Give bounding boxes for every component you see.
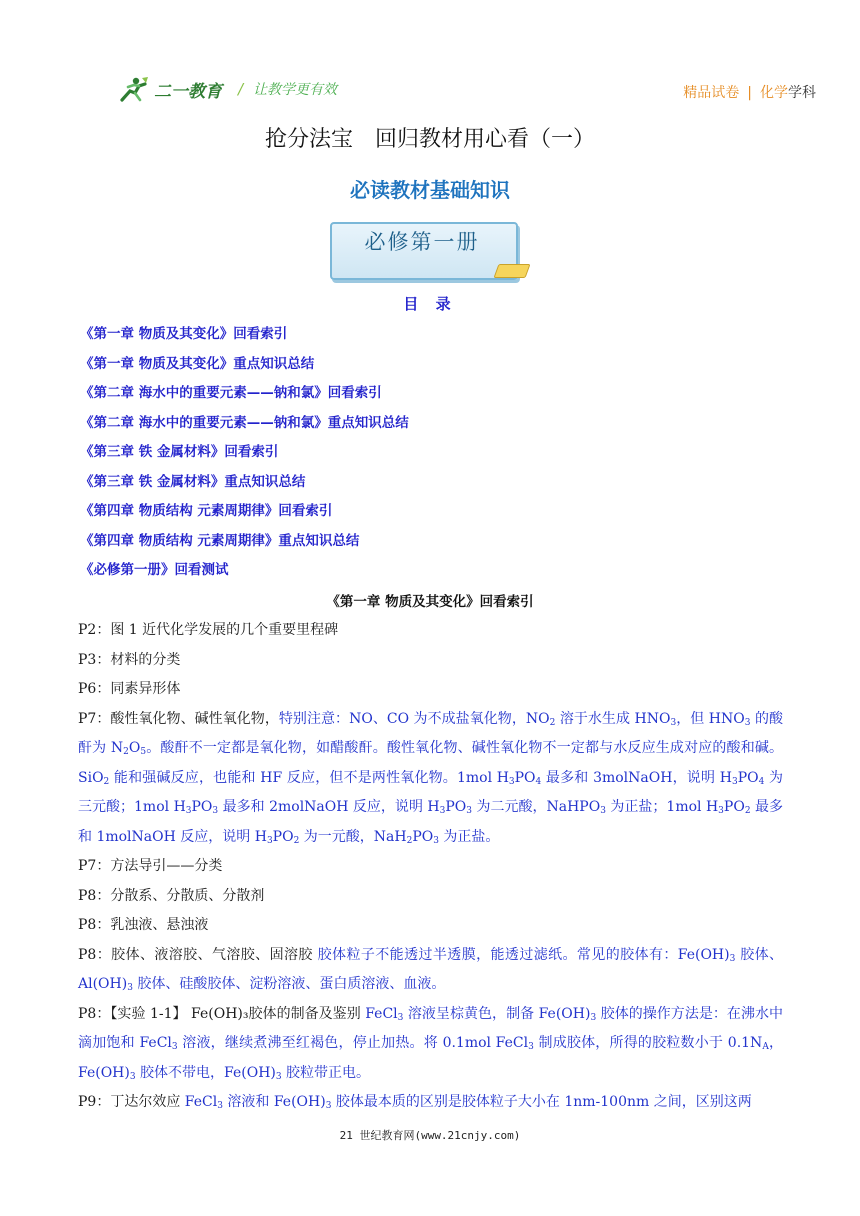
page-title: 抢分法宝 回归教材用心看（一）	[264, 127, 595, 152]
index-entry-p9-tyndall	[78, 1088, 783, 1118]
book-banner	[330, 216, 530, 280]
toc-item[interactable]: 《第一章 物质及其变化》重点知识总结	[80, 355, 315, 372]
index-entry-p8-colloid	[78, 941, 783, 1000]
slogan: 让教学更有效	[253, 82, 338, 98]
table-of-contents	[80, 320, 780, 586]
subject-badge	[683, 82, 816, 102]
index-entry: P3：材料的分类	[78, 651, 181, 668]
logo-separator: /	[238, 80, 244, 98]
index-entry: P2：图 1 近代化学发展的几个重要里程碑	[78, 622, 339, 638]
brand-name: 二一教育	[154, 81, 222, 102]
entry-note: FeCl$_3$ 溶液和 $Fe(OH)_3$ 胶体最本质的区别是胶体粒子大小在 1nm-100nm 之间，区别这两	[184, 1094, 752, 1111]
index-entry: P8：分散系、分散质、分散剂	[78, 887, 265, 904]
book-pages-icon	[493, 264, 530, 278]
index-entry: P8：乳浊液、悬浊液	[78, 917, 209, 933]
index-entry-p8-experiment	[78, 1000, 783, 1089]
toc-item[interactable]: 《第四章 物质结构 元素周期律》重点知识总结	[80, 532, 360, 549]
toc-item[interactable]: 《第二章 海水中的重要元素——钠和氯》回看索引	[80, 385, 382, 401]
toc-heading: 目 录	[403, 295, 457, 313]
toc-item[interactable]: 《第二章 海水中的重要元素——钠和氯》重点知识总结	[80, 414, 409, 431]
page-header	[116, 74, 816, 110]
badge-suffix: 学科	[788, 85, 816, 101]
toc-item[interactable]: 《第三章 铁 金属材料》重点知识总结	[80, 473, 306, 490]
index-entry-p7-oxides	[78, 705, 783, 853]
toc-item[interactable]: 《第一章 物质及其变化》回看索引	[80, 326, 288, 342]
toc-item[interactable]: 《必修第一册》回看测试	[80, 562, 229, 578]
page-subtitle: 必读教材基础知识	[350, 178, 510, 202]
badge-separator: |	[747, 85, 752, 101]
badge-subject: 化学	[760, 85, 788, 101]
entry-note: 胶体粒子不能透过半透膜，能透过滤纸。常见的胶体有：$Fe(OH)_3$ 胶体、$Al(OH)_3$ 胶体、硅酸胶体、淀粉溶液、蛋白质溶液、血液。	[78, 946, 784, 993]
entry-label: P8：胶体、液溶胶、气溶胶、固溶胶	[78, 946, 318, 963]
page-body	[78, 616, 783, 1118]
index-entry: P6：同素异形体	[78, 681, 181, 697]
runner-logo-icon	[116, 76, 150, 102]
index-entry: P7：方法导引——分类	[78, 858, 223, 874]
toc-item[interactable]: 《第四章 物质结构 元素周期律》回看索引	[80, 503, 333, 519]
book-label: 必修第一册	[364, 230, 480, 254]
section-title: 《第一章 物质及其变化》回看索引	[326, 594, 534, 610]
entry-note: FeCl$_3$ 溶液呈棕黄色，制备 $Fe(OH)_3$ 胶体的操作方法是：在沸水中滴加饱和 FeCl$_3$ 溶液，继续煮沸至红褐色，停止加热。将 0.1mol FeCl$_3$ 制成胶体，所得的胶粒数小于 $0.1N_A$，$Fe(OH)_3$ 胶体不带电，$Fe(OH)_3$ 胶粒带正电。	[78, 1005, 784, 1082]
entry-note: 特别注意：NO、CO 为不成盐氧化物，$NO_2$ 溶于水生成 $HNO_3$，但 $HNO_3$ 的酸酐为 $N_2O_5$。酸酐不一定都是氧化物，如醋酸酐。酸性氧化物、碱性氧化物不一定都与水反应生成对应的酸和碱。SiO$_2$ 能和强碱反应，也能和 HF 反应，但不是两性氧化物。1mol $H_3PO_4$ 最多和 3molNaOH，说明 $H_3PO_4$ 为三元酸；1mol $H_3PO_3$ 最多和 2molNaOH 反应，说明 $H_3PO_3$ 为二元酸，NaHPO$_3$ 为正盐；1mol $H_3PO_2$ 最多和 1molNaOH 反应，说明 $H_3PO_2$ 为一元酸，$NaH_2PO_3$ 为正盐。	[78, 710, 784, 846]
badge-label: 精品试卷	[683, 85, 740, 101]
toc-item[interactable]: 《第三章 铁 金属材料》回看索引	[80, 444, 279, 460]
entry-label: P7：酸性氧化物、碱性氧化物，	[78, 710, 279, 727]
entry-label: P8：【实验 1-1】 Fe(OH)₃胶体的制备及鉴别	[78, 1005, 366, 1022]
entry-label: P9：丁达尔效应	[78, 1094, 185, 1110]
page-footer: 21 世纪教育网(www.21cnjy.com)	[339, 1129, 521, 1142]
logo	[116, 76, 337, 102]
